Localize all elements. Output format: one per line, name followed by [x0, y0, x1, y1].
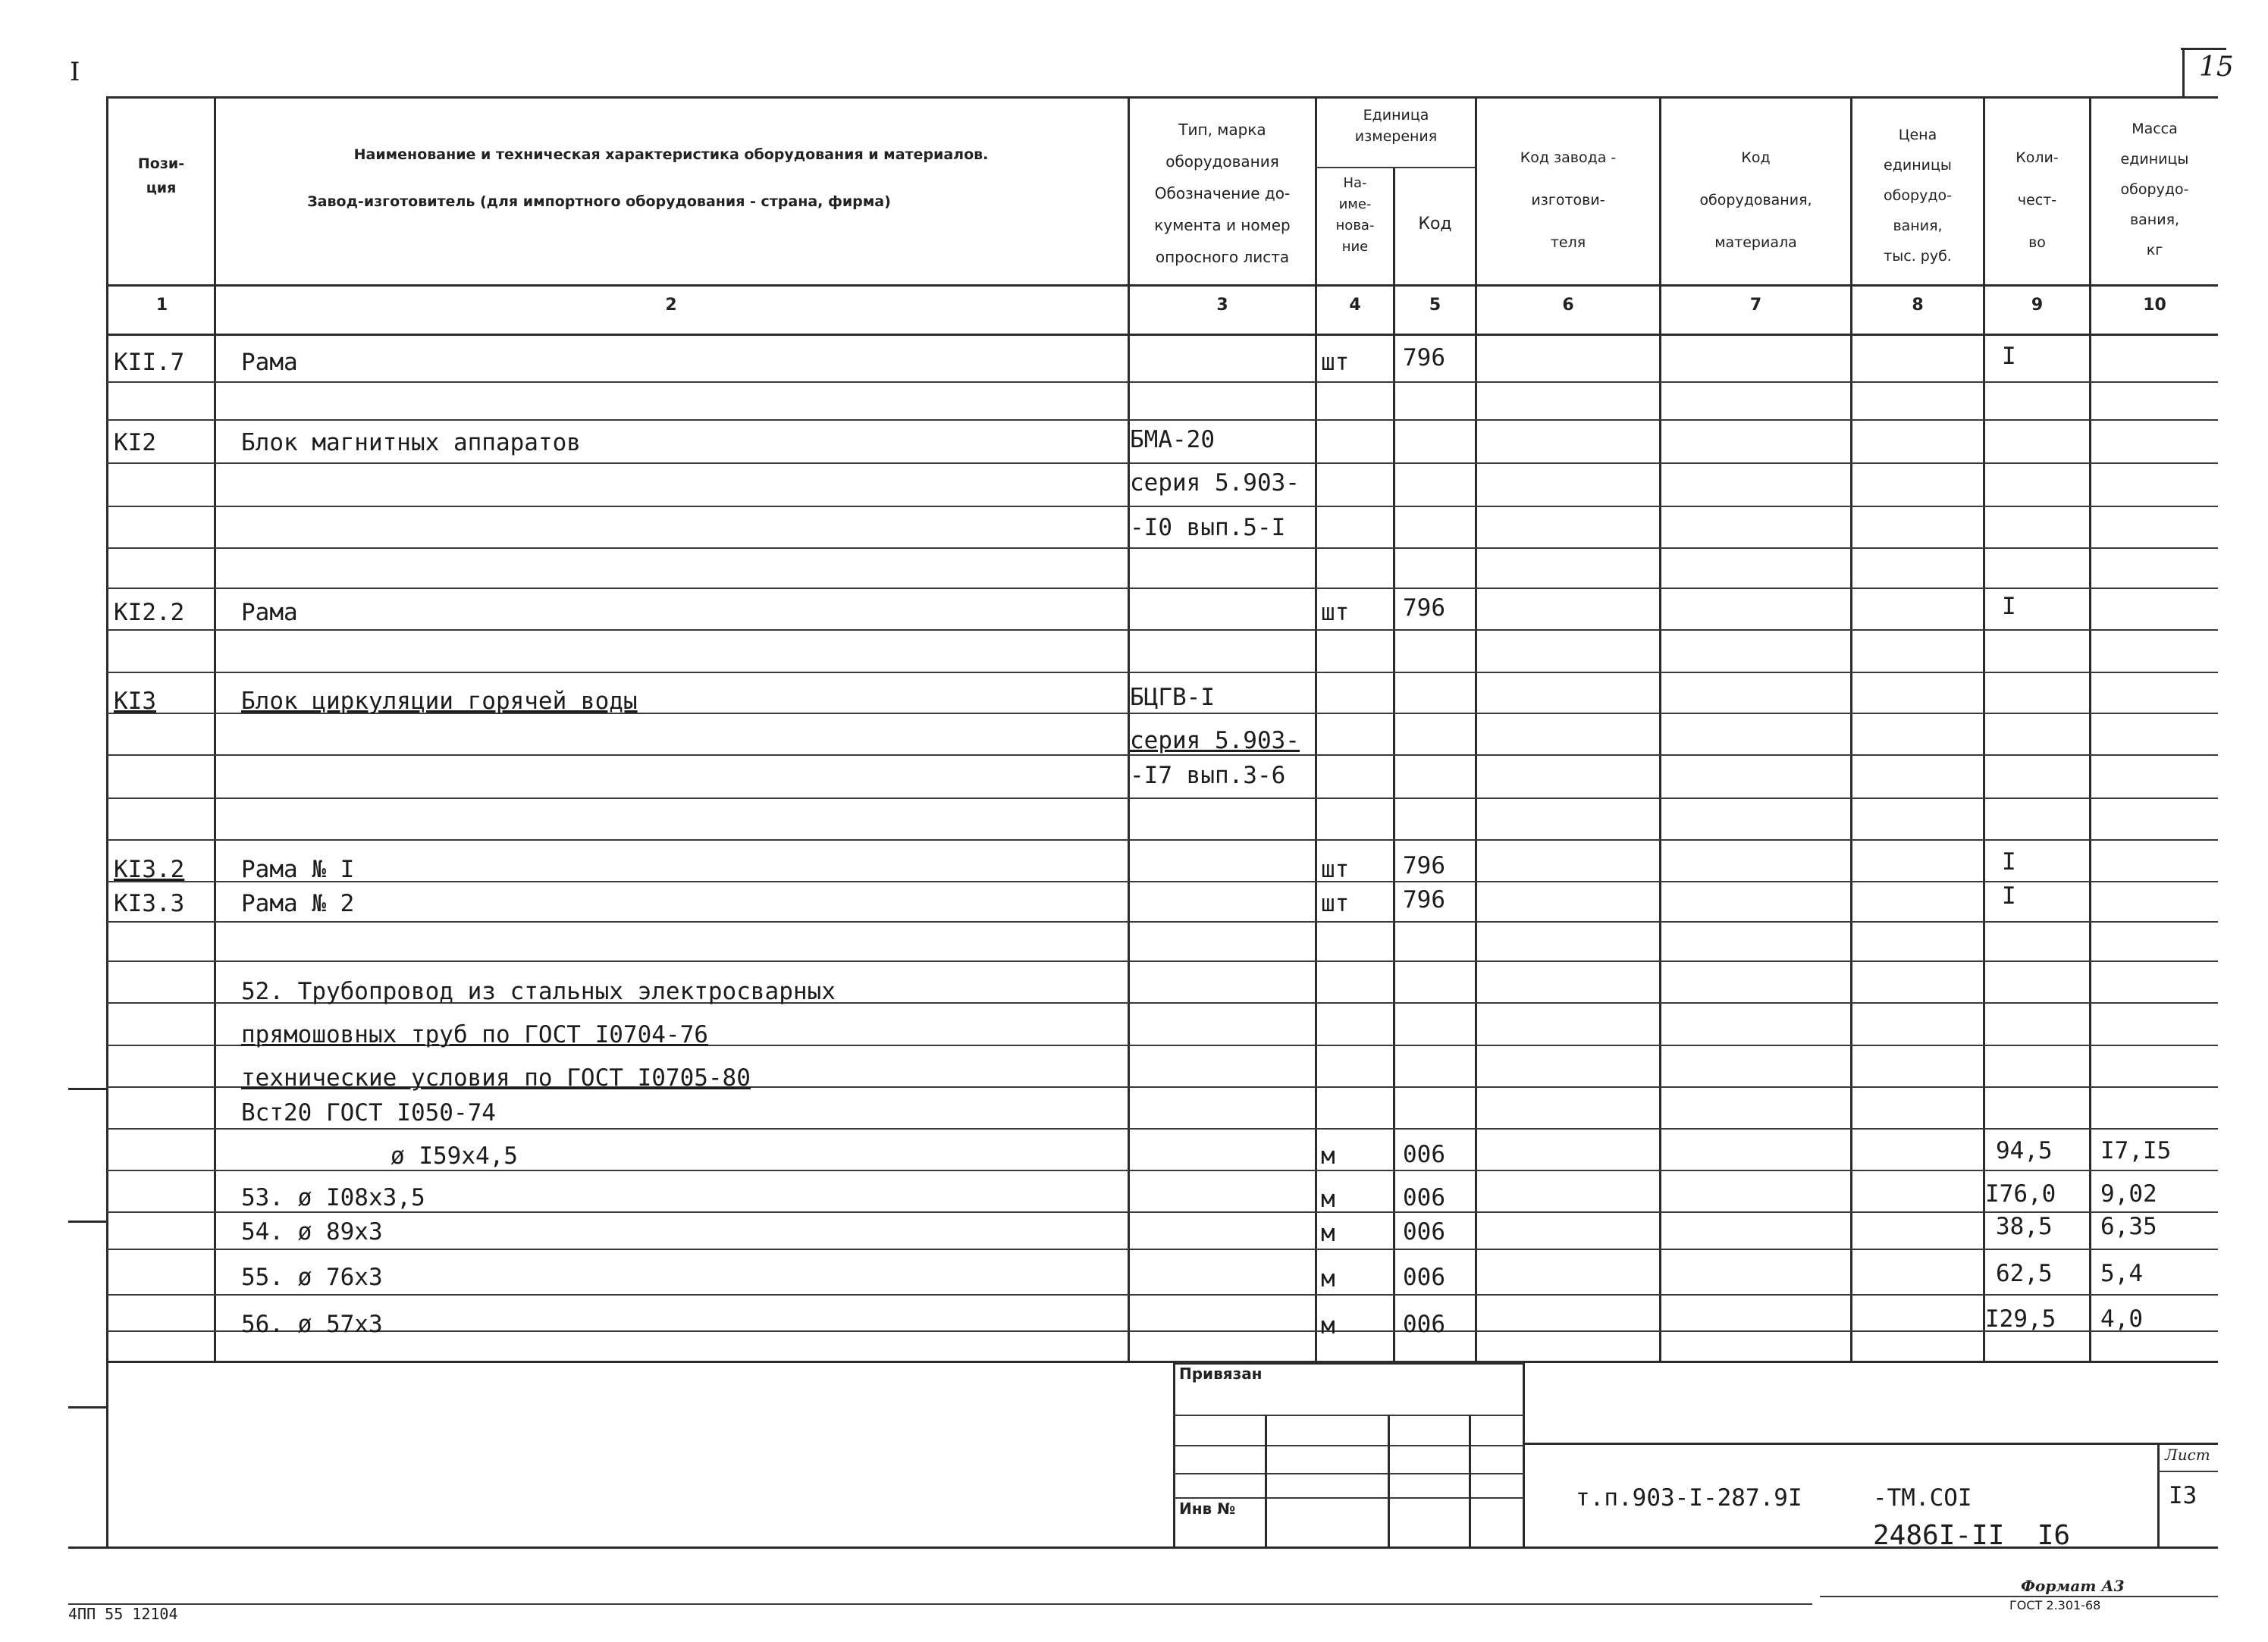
format-label: Формат А3 [2021, 1577, 2125, 1595]
row-line [106, 921, 2218, 923]
row-name: 56. ø 57х3 [241, 1311, 383, 1338]
col-line [1315, 96, 1317, 1362]
row-qty: I [2002, 593, 2016, 620]
row-mass: 4,0 [2100, 1305, 2143, 1333]
row-qty: I [2002, 882, 2016, 910]
top-right-line [2181, 48, 2226, 50]
row-code: 796 [1403, 344, 1445, 371]
row-name: Вст20 ГОСТ I050-74 [241, 1099, 496, 1127]
row-code: 006 [1403, 1264, 1445, 1291]
unit-subheader-line [1315, 167, 1475, 168]
colnum-2: 2 [665, 296, 677, 315]
row-mass: 6,35 [2100, 1213, 2157, 1240]
row-pos: КI2 [114, 429, 156, 456]
row-qty: 62,5 [1996, 1260, 2053, 1287]
row-line [106, 506, 2218, 507]
colnum-9: 9 [2031, 296, 2044, 315]
row-name: 54. ø 89х3 [241, 1218, 383, 1246]
row-unit: шт [1321, 349, 1350, 376]
row-pos: КII.7 [114, 349, 185, 376]
footer-line [68, 1603, 1812, 1605]
stamp-line [2157, 1471, 2218, 1472]
row-line [106, 881, 2218, 882]
row-line [106, 547, 2218, 549]
row-code: 006 [1403, 1218, 1445, 1246]
row-name: Блок магнитных аппаратов [241, 429, 581, 456]
frame-top [106, 96, 2218, 99]
stamp-line [1173, 1445, 1524, 1446]
table-bottom [106, 1361, 2218, 1363]
row-type: -I0 вып.5-I [1130, 514, 1286, 541]
row-name: 52. Трубопровод из стальных электросварных [241, 978, 836, 1005]
row-mass: I7,I5 [2100, 1137, 2172, 1164]
format-underline [1820, 1596, 2218, 1597]
header-position: Пози- ция [137, 155, 185, 196]
colnum-8: 8 [1912, 296, 1924, 315]
row-name: Рама [241, 349, 298, 376]
header-type: Тип, марка оборудования Обозначение до- кумента и номер опросного листа [1154, 121, 1291, 266]
col-line [1475, 96, 1477, 1362]
colnum-7: 7 [1749, 296, 1762, 315]
col-line [1983, 96, 1985, 1362]
row-pos: КI3.2 [114, 856, 185, 883]
corner-number: 15 [2199, 52, 2234, 83]
row-type: серия 5.903- [1130, 727, 1300, 754]
row-line [106, 629, 2218, 631]
row-code: 006 [1403, 1141, 1445, 1168]
row-unit: м [1321, 1142, 1335, 1170]
page-mark: I [70, 57, 80, 87]
stamp-line [1523, 1362, 1525, 1548]
stamp-line [1265, 1415, 1267, 1548]
margin-tick [68, 1088, 106, 1090]
row-name: Рама [241, 599, 298, 626]
margin-tick [68, 1406, 106, 1409]
row-line [106, 419, 2218, 421]
colnum-3: 3 [1216, 296, 1228, 315]
margin-tick [68, 1221, 106, 1223]
row-unit: шт [1321, 599, 1350, 626]
row-name: Рама № 2 [241, 890, 355, 917]
header-price: Цена единицы оборудо- вания, тыс. руб. [1884, 127, 1952, 265]
header-unit-code: Код [1418, 215, 1452, 233]
stamp-line [1173, 1473, 1524, 1474]
format-standard: ГОСТ 2.301-68 [2009, 1598, 2101, 1612]
row-line [106, 797, 2218, 799]
row-pos: КI2.2 [114, 599, 185, 626]
header-name-1: Наименование и техническая характеристика оборудования и материалов. [353, 146, 989, 163]
row-unit: шт [1321, 856, 1350, 883]
row-name: ø I59х4,5 [391, 1142, 518, 1170]
row-code: 796 [1403, 886, 1445, 913]
row-unit: м [1321, 1312, 1335, 1340]
row-name: технические условия по ГОСТ I0705-80 [241, 1064, 751, 1092]
colnum-4: 4 [1349, 296, 1361, 315]
row-qty: I76,0 [1985, 1180, 2056, 1208]
col-line [1850, 96, 1852, 1362]
header-maker-code: Код завода - изготови- теля [1520, 149, 1617, 251]
row-name: Блок циркуляции горячей воды [241, 688, 638, 715]
sheet-label: Лист [2165, 1446, 2210, 1464]
row-code: 006 [1403, 1311, 1445, 1338]
archive-number: 2486I-II I6 [1873, 1520, 2071, 1551]
header-equip-code: Код оборудования, материала [1699, 149, 1812, 251]
stamp-inv-no: Инв № [1179, 1499, 1236, 1518]
doc-code: т.п.903-I-287.9I -ТМ.СОI [1576, 1484, 1972, 1512]
colnum-bottom [106, 334, 2218, 336]
col-line [1659, 96, 1661, 1362]
row-unit: м [1321, 1220, 1335, 1247]
col-line [2089, 96, 2091, 1362]
row-name: прямошовных труб по ГОСТ I0704-76 [241, 1021, 708, 1048]
row-type: БЦГВ-I [1130, 684, 1215, 711]
colnum-5: 5 [1429, 296, 1441, 315]
row-code: 796 [1403, 852, 1445, 879]
row-name: 53. ø I08х3,5 [241, 1184, 425, 1211]
row-line [106, 672, 2218, 673]
stamp-line [2157, 1443, 2160, 1548]
bottom-left-code: 4ПП 55 12104 [68, 1605, 178, 1623]
sheet-number: I3 [2169, 1482, 2197, 1509]
row-unit: шт [1321, 890, 1350, 917]
row-code: 006 [1403, 1184, 1445, 1211]
col-line [214, 96, 216, 1362]
row-qty: I29,5 [1985, 1305, 2056, 1333]
stamp-line [1469, 1415, 1471, 1548]
row-mass: 5,4 [2100, 1260, 2143, 1287]
row-name: Рама № I [241, 856, 355, 883]
row-unit: м [1321, 1265, 1335, 1293]
stamp-line [1173, 1362, 1175, 1548]
row-type: БМА-20 [1130, 426, 1215, 453]
stamp-line [1173, 1415, 1524, 1416]
row-line [106, 381, 2218, 383]
row-unit: м [1321, 1186, 1335, 1213]
header-mass: Масса единицы оборудо- вания, кг [2120, 121, 2189, 259]
row-line [106, 839, 2218, 841]
colnum-6: 6 [1562, 296, 1574, 315]
header-bottom [106, 284, 2218, 287]
row-qty: 38,5 [1996, 1213, 2053, 1240]
row-qty: 94,5 [1996, 1137, 2053, 1164]
row-line [106, 1330, 2218, 1332]
row-line [106, 1249, 2218, 1250]
stamp-privyazan: Привязан [1179, 1365, 1263, 1383]
top-right-vline [2182, 48, 2185, 98]
row-code: 796 [1403, 594, 1445, 622]
row-line [106, 960, 2218, 962]
row-pos: КI3.3 [114, 890, 185, 917]
row-type: серия 5.903- [1130, 469, 1300, 497]
row-name: 55. ø 76х3 [241, 1264, 383, 1291]
header-unit: Единица измерения [1354, 107, 1438, 145]
stamp-line [1388, 1415, 1390, 1548]
header-name-2: Завод-изготовитель (для импортного оборудования - страна, фирма) [307, 193, 891, 210]
colnum-10: 10 [2143, 296, 2166, 315]
col-line [1393, 167, 1395, 1362]
row-qty: I [2002, 848, 2016, 876]
row-line [106, 588, 2218, 589]
row-line [106, 462, 2218, 464]
header-qty: Коли- чест- во [2015, 149, 2059, 251]
row-pos: КI3 [114, 688, 156, 715]
row-mass: 9,02 [2100, 1180, 2157, 1208]
row-type: -I7 вып.3-6 [1130, 762, 1286, 789]
row-qty: I [2002, 343, 2016, 370]
stamp-line [1523, 1443, 2218, 1445]
colnum-1: 1 [155, 296, 168, 315]
row-line [106, 1294, 2218, 1296]
header-unit-name: На- име- нова- ние [1335, 175, 1375, 255]
stamp-line [1173, 1497, 1524, 1499]
row-line [106, 1128, 2218, 1130]
